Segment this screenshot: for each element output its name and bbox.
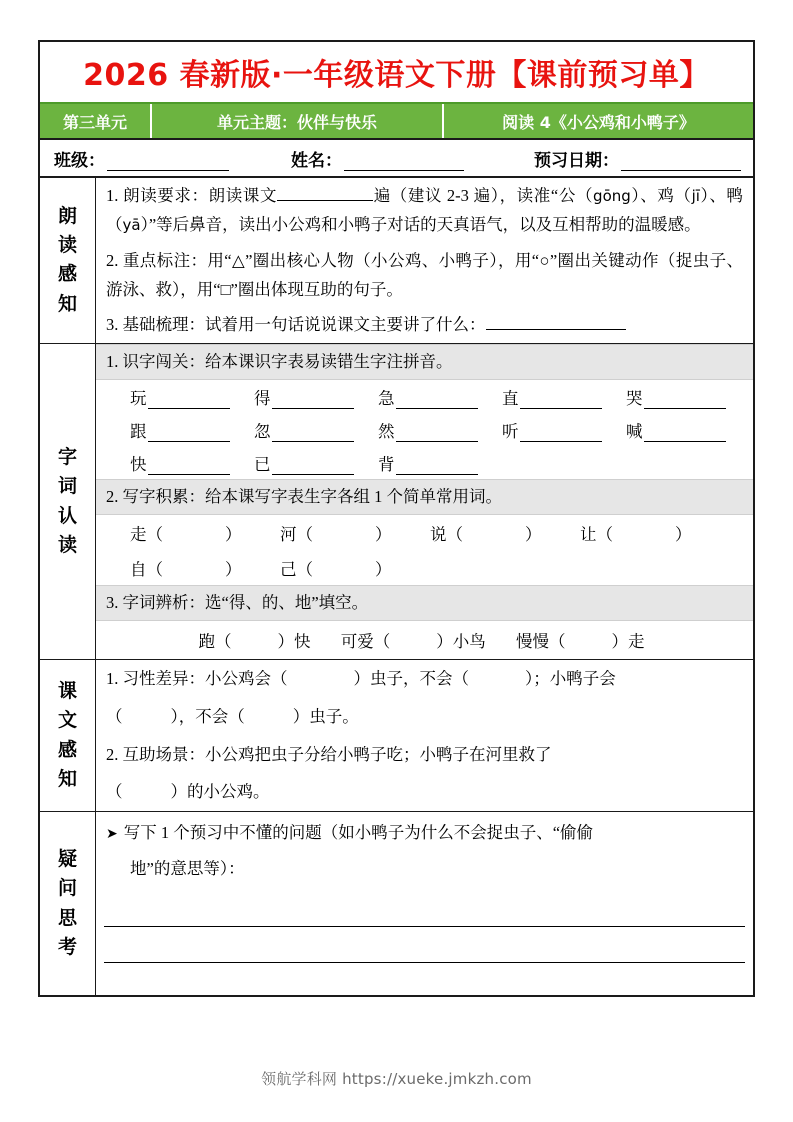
de-item[interactable] <box>199 632 311 651</box>
comprehension-item-2 <box>96 736 753 774</box>
char: 自 <box>130 560 147 580</box>
vocab-sub2-heading: 2. 写字积累：给本课写字表生字各组 1 个简单常用词。 <box>96 479 753 515</box>
label-char: 感 <box>57 263 77 286</box>
label-char: 读 <box>57 233 77 256</box>
pinyin-blank-cell[interactable] <box>626 418 726 442</box>
pinyin-blank-row <box>96 380 753 413</box>
summary-blank[interactable] <box>486 315 626 330</box>
char: 跟 <box>130 421 147 441</box>
name-label: 姓名： <box>291 150 342 171</box>
pinyin-blank-cell[interactable] <box>626 385 726 409</box>
name-field[interactable] <box>291 146 464 171</box>
comp-1-f: ）虫子。 <box>292 707 359 726</box>
class-label: 班级： <box>54 150 105 171</box>
reading-item-2 <box>96 243 753 308</box>
pinyin-blank-cell[interactable] <box>130 418 254 442</box>
times-blank[interactable] <box>277 186 373 201</box>
pinyin-gong: gōng <box>593 187 631 205</box>
write-line[interactable] <box>104 927 745 963</box>
de-item-pre: 可爱（ <box>340 632 391 652</box>
char: 背 <box>378 454 395 474</box>
pinyin-blank[interactable] <box>396 427 478 442</box>
de-item-post: ）小鸟 <box>436 632 486 652</box>
char: 直 <box>502 388 519 408</box>
pinyin-blank-row <box>96 413 753 446</box>
comp-1-a: 1. 习性差异：小公鸡会（ <box>106 669 288 689</box>
unit-theme: 单元主题：伙伴与快乐 <box>152 104 444 138</box>
reading-item-1-mid1: ）、鸡（ <box>630 186 692 205</box>
write-line-spacer <box>104 963 745 985</box>
reading-item-1-post: ）”等后鼻音，读出小公鸡和小鸭子对话 <box>140 215 421 235</box>
unit-info-band <box>40 104 753 140</box>
question-prompt-b: 地”的意思等）： <box>130 858 245 878</box>
reading-item-1-d: 的天真语气，以及互相帮助的温暖感。 <box>420 215 701 235</box>
char: 喊 <box>626 421 643 441</box>
site-watermark: 领航学科网 https://xueke.jmkzh.com <box>261 1070 532 1088</box>
pinyin-blank[interactable] <box>520 394 602 409</box>
reading-item-2-b: 键动作（捉虫子、游泳、救），用“□”圈出体现互助的句子。 <box>106 250 743 300</box>
reading-item-1-a: 1. 朗读要求：朗读课文 <box>106 186 278 205</box>
pinyin-blank-cell[interactable] <box>254 385 378 409</box>
word-building-cell[interactable]: 让（ ） <box>580 525 692 545</box>
char: 哭 <box>626 388 643 408</box>
word-building-cell[interactable]: 己（ ） <box>280 560 392 580</box>
pinyin-blank[interactable] <box>396 460 478 475</box>
write-line[interactable] <box>104 891 745 927</box>
pinyin-blank[interactable] <box>520 427 602 442</box>
pinyin-blank-cell[interactable] <box>378 451 502 475</box>
pinyin-blank-cell[interactable] <box>130 385 254 409</box>
comprehension-item-1-cont <box>96 698 753 736</box>
pinyin-ya: yā <box>122 216 141 235</box>
student-info-row <box>40 140 753 178</box>
char: 快 <box>130 454 147 474</box>
section-body-questions <box>96 812 753 995</box>
word-building-cell[interactable]: 自（ ） <box>130 560 242 580</box>
label-char: 感 <box>57 738 77 761</box>
de-item-post: ）走 <box>611 632 645 652</box>
label-char: 认 <box>57 504 77 527</box>
section-vocabulary <box>40 344 753 661</box>
section-questions <box>40 812 753 995</box>
section-label-vocabulary <box>40 344 96 660</box>
date-label: 预习日期： <box>534 150 619 171</box>
char: 已 <box>254 454 271 474</box>
label-char: 词 <box>57 475 77 498</box>
char: 忽 <box>254 421 271 441</box>
section-text-comprehension <box>40 660 753 812</box>
reading-item-1-c-pre: （ <box>575 186 594 205</box>
pinyin-blank[interactable] <box>148 427 230 442</box>
de-item[interactable] <box>341 632 486 651</box>
pinyin-blank[interactable] <box>396 394 478 409</box>
label-char: 知 <box>57 768 77 791</box>
section-label-reading <box>40 178 96 343</box>
reading-item-1-mid2: ）、鸭（ <box>106 186 743 235</box>
question-prompt-a: 写下 1 个预习中不懂的问题（如小鸭子为什么不会捉虫子、“偷偷 <box>123 823 594 843</box>
char: 玩 <box>130 388 147 408</box>
class-field[interactable] <box>54 146 229 171</box>
word-building-row <box>96 550 753 585</box>
comp-1-d: （ <box>106 707 123 726</box>
word-building-cell[interactable]: 走（ ） <box>130 525 242 545</box>
pinyin-blank[interactable] <box>272 427 354 442</box>
class-input-blank[interactable] <box>107 154 229 171</box>
pinyin-blank-cell[interactable] <box>254 418 378 442</box>
label-char: 朗 <box>57 204 77 227</box>
comp-1-e: ），不会（ <box>170 707 245 726</box>
question-prompt-cont <box>96 848 753 884</box>
de-usage-row <box>96 621 753 659</box>
label-char: 字 <box>57 445 77 468</box>
label-char: 文 <box>57 709 77 732</box>
section-reading-perception <box>40 178 753 344</box>
char: 急 <box>378 388 395 408</box>
vocab-sub3-heading: 3. 字词辨析：选“得、的、地”填空。 <box>96 585 753 621</box>
char: 说 <box>430 525 447 545</box>
word-building-row <box>96 515 753 550</box>
char: 走 <box>130 525 147 545</box>
reading-item-1-b: 遍（建议 2-3 遍），读准“公 <box>373 186 576 205</box>
pinyin-blank[interactable] <box>644 427 726 442</box>
pinyin-blank[interactable] <box>148 460 230 475</box>
reading-item-3 <box>96 307 753 342</box>
pinyin-blank-cell[interactable] <box>502 385 626 409</box>
section-body-comprehension <box>96 660 753 811</box>
pinyin-blank-cell[interactable] <box>254 451 378 475</box>
label-char: 疑 <box>57 847 77 870</box>
word-building-cell[interactable]: 河（ ） <box>280 525 392 545</box>
de-item-pre: 慢慢（ <box>516 632 566 652</box>
question-prompt <box>96 812 753 848</box>
pinyin-blank-cell[interactable] <box>130 451 254 475</box>
unit-number: 第三单元 <box>40 104 152 138</box>
pinyin-blank[interactable] <box>644 394 726 409</box>
reading-title: 阅读 4《小公鸡和小鸭子》 <box>502 112 695 132</box>
page-title: 2026 春新版·一年级语文下册【课前预习单】 <box>83 58 710 93</box>
section-label-comprehension <box>40 660 96 811</box>
char: 然 <box>378 421 395 441</box>
comp-2-a: 2. 互助场景：小公鸡把虫子分给小鸭子吃；小鸭子在河里救了 <box>106 744 552 764</box>
label-char: 读 <box>57 533 77 556</box>
pinyin-blank-row <box>96 446 753 479</box>
char: 听 <box>502 421 519 441</box>
label-char: 问 <box>57 877 77 900</box>
label-char: 考 <box>57 936 77 959</box>
pinyin-blank-cell[interactable] <box>378 418 502 442</box>
label-char: 知 <box>57 292 77 315</box>
reading-item-1 <box>96 178 753 243</box>
comp-2-b: （ <box>106 782 123 802</box>
pinyin-ji: jī <box>691 187 700 205</box>
name-input-blank[interactable] <box>344 154 464 171</box>
char: 河 <box>280 525 297 545</box>
comp-1-c: ）；小鸭子会 <box>525 669 616 689</box>
char: 让 <box>580 525 597 545</box>
word-building-cell[interactable]: 说（ ） <box>430 525 542 545</box>
reading-item-2-a: 2. 重点标注：用“△”圈出核心人物（小公鸡、小鸭子），用“○”圈出关 <box>106 250 609 270</box>
arrow-bullet-icon: ➤ <box>106 826 118 843</box>
pinyin-blank-cell[interactable] <box>378 385 502 409</box>
pinyin-blank[interactable] <box>272 394 354 409</box>
label-char: 课 <box>57 679 77 702</box>
date-input-blank[interactable] <box>621 154 741 171</box>
section-label-questions <box>40 812 96 995</box>
question-answer-area[interactable] <box>96 883 753 995</box>
date-field[interactable] <box>534 146 741 171</box>
vocab-sub1-heading: 1. 识字闯关：给本课识字表易读错生字注拼音。 <box>96 344 753 380</box>
de-item-pre: 跑（ <box>198 632 232 652</box>
label-char: 思 <box>57 906 77 929</box>
pinyin-blank[interactable] <box>148 394 230 409</box>
char: 己 <box>280 560 297 580</box>
comprehension-item-1 <box>96 660 753 698</box>
de-item[interactable] <box>516 632 645 651</box>
section-body-reading <box>96 178 753 343</box>
pinyin-blank[interactable] <box>272 460 354 475</box>
comp-1-b: ）虫子，不会（ <box>353 669 469 689</box>
comprehension-item-2-cont <box>96 773 753 811</box>
reading-item-3-text: 3. 基础梳理：试着用一句话说说课文主要讲了什么： <box>106 315 486 335</box>
de-item-post: ）快 <box>277 632 311 652</box>
worksheet-title-bar <box>40 42 753 104</box>
comp-2-c: ）的小公鸡。 <box>170 782 270 802</box>
section-body-vocabulary <box>96 344 753 660</box>
worksheet-sheet <box>38 40 755 997</box>
pinyin-blank-cell[interactable] <box>502 418 626 442</box>
char: 得 <box>254 388 271 408</box>
